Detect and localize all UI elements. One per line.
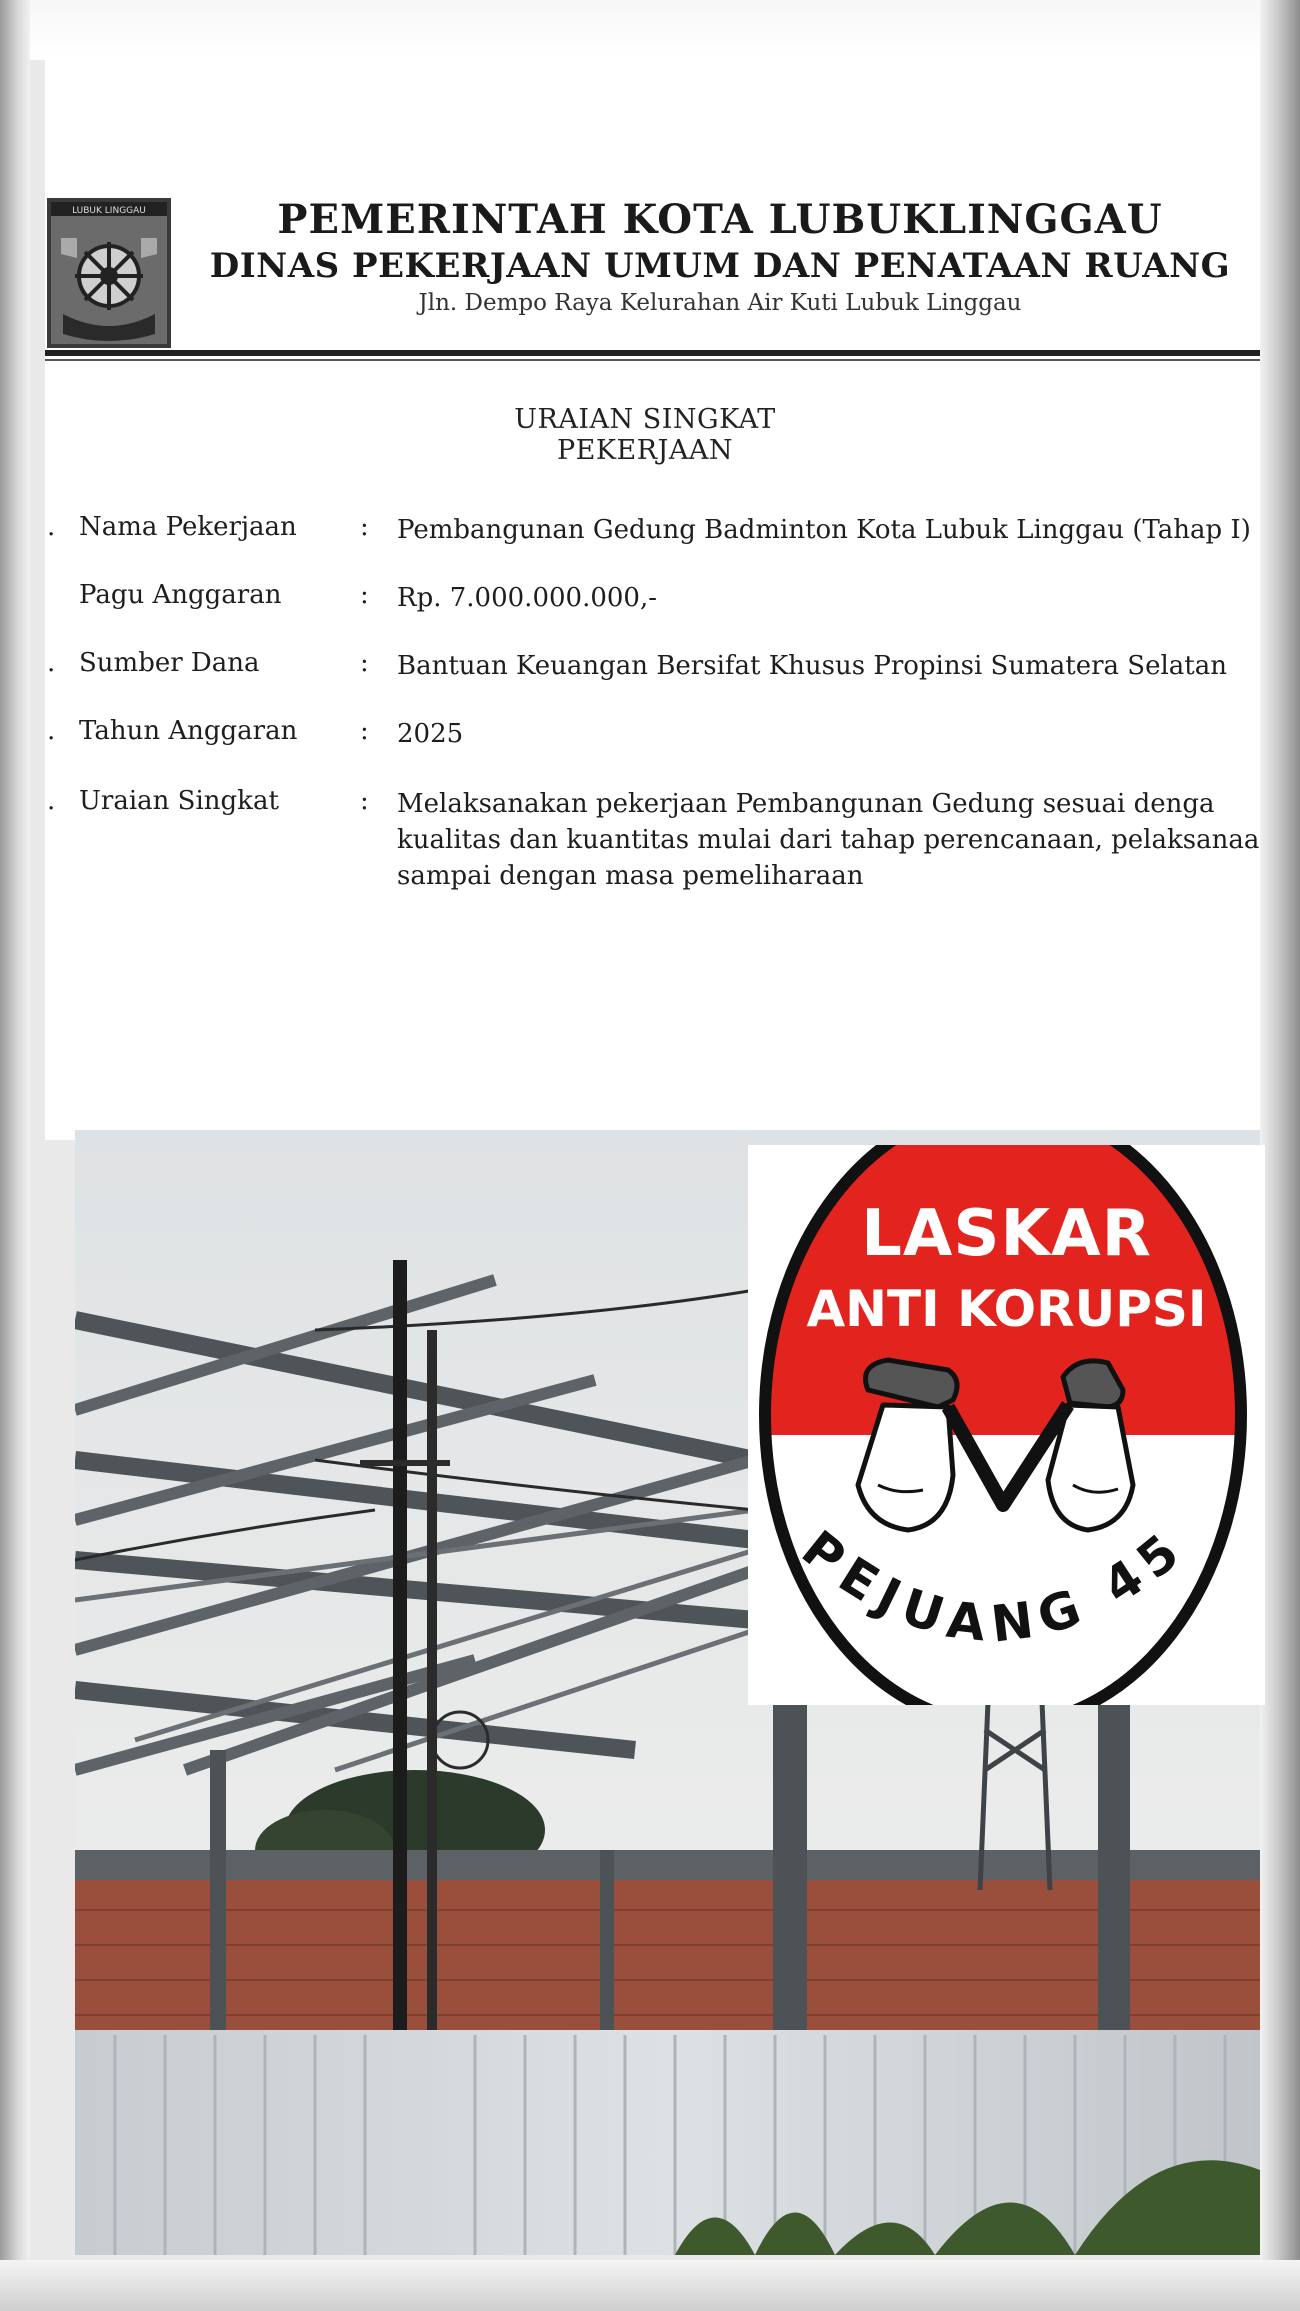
- city-emblem-logo: [47, 198, 171, 348]
- field-value-multiline: [397, 786, 1262, 894]
- field-label: Pagu Anggaran: [79, 580, 282, 610]
- field-value-line: kualitas dan kuantitas mulai dari tahap perencanaan, pelaksanaa: [397, 825, 1260, 855]
- header-rule-thick: [45, 350, 1260, 356]
- field-value: Bantuan Keuangan Bersifat Khusus Propinsi Sumatera Selatan: [397, 651, 1227, 681]
- logo-text: LUBUK LINGGAU: [72, 206, 146, 216]
- frame-top: [0, 0, 1300, 60]
- badge-title: LASKAR: [861, 1197, 1152, 1271]
- field-colon: :: [360, 786, 369, 816]
- frame-right: [1260, 0, 1300, 2311]
- list-bullet: .: [47, 648, 56, 678]
- field-value-line: sampai dengan masa pemeliharaan: [397, 861, 864, 891]
- badge-motto: PEJUANG 45: [791, 1517, 1198, 1654]
- header-rule-thin: [45, 359, 1260, 361]
- field-value-line: Melaksanakan pekerjaan Pembangunan Gedung sesuai denga: [397, 789, 1215, 819]
- field-colon: :: [360, 580, 369, 610]
- badge-subtitle: ANTI KORUPSI: [806, 1280, 1207, 1338]
- frame-left: [0, 0, 30, 2311]
- field-label: Nama Pekerjaan: [79, 512, 297, 542]
- list-bullet: .: [47, 786, 56, 816]
- svg-text:PEJUANG 45: [791, 1517, 1197, 1654]
- field-colon: :: [360, 716, 369, 746]
- frame-bottom: [0, 2260, 1300, 2311]
- field-label: Tahun Anggaran: [79, 716, 298, 746]
- list-bullet: .: [47, 512, 56, 542]
- list-bullet: .: [47, 716, 56, 746]
- document-heading: URAIAN SINGKAT PEKERJAAN: [514, 404, 776, 466]
- field-colon: :: [360, 512, 369, 542]
- field-value: Rp. 7.000.000.000,-: [397, 583, 658, 613]
- badge-arc-text: [748, 1145, 1265, 1705]
- field-label: Uraian Singkat: [79, 786, 279, 816]
- header-department: DINAS PEKERJAAN UMUM DAN PENATAAN RUANG: [209, 246, 1231, 286]
- header-address: Jln. Dempo Raya Kelurahan Air Kuti Lubuk Linggau: [418, 290, 1022, 316]
- laskar-anti-korupsi-badge: [748, 1145, 1265, 1705]
- header-government: PEMERINTAH KOTA LUBUKLINGGAU: [277, 196, 1163, 243]
- field-label: Sumber Dana: [79, 648, 260, 678]
- field-value: Pembangunan Gedung Badminton Kota Lubuk Linggau (Tahap I): [397, 515, 1251, 545]
- field-colon: :: [360, 648, 369, 678]
- field-value: 2025: [397, 719, 464, 749]
